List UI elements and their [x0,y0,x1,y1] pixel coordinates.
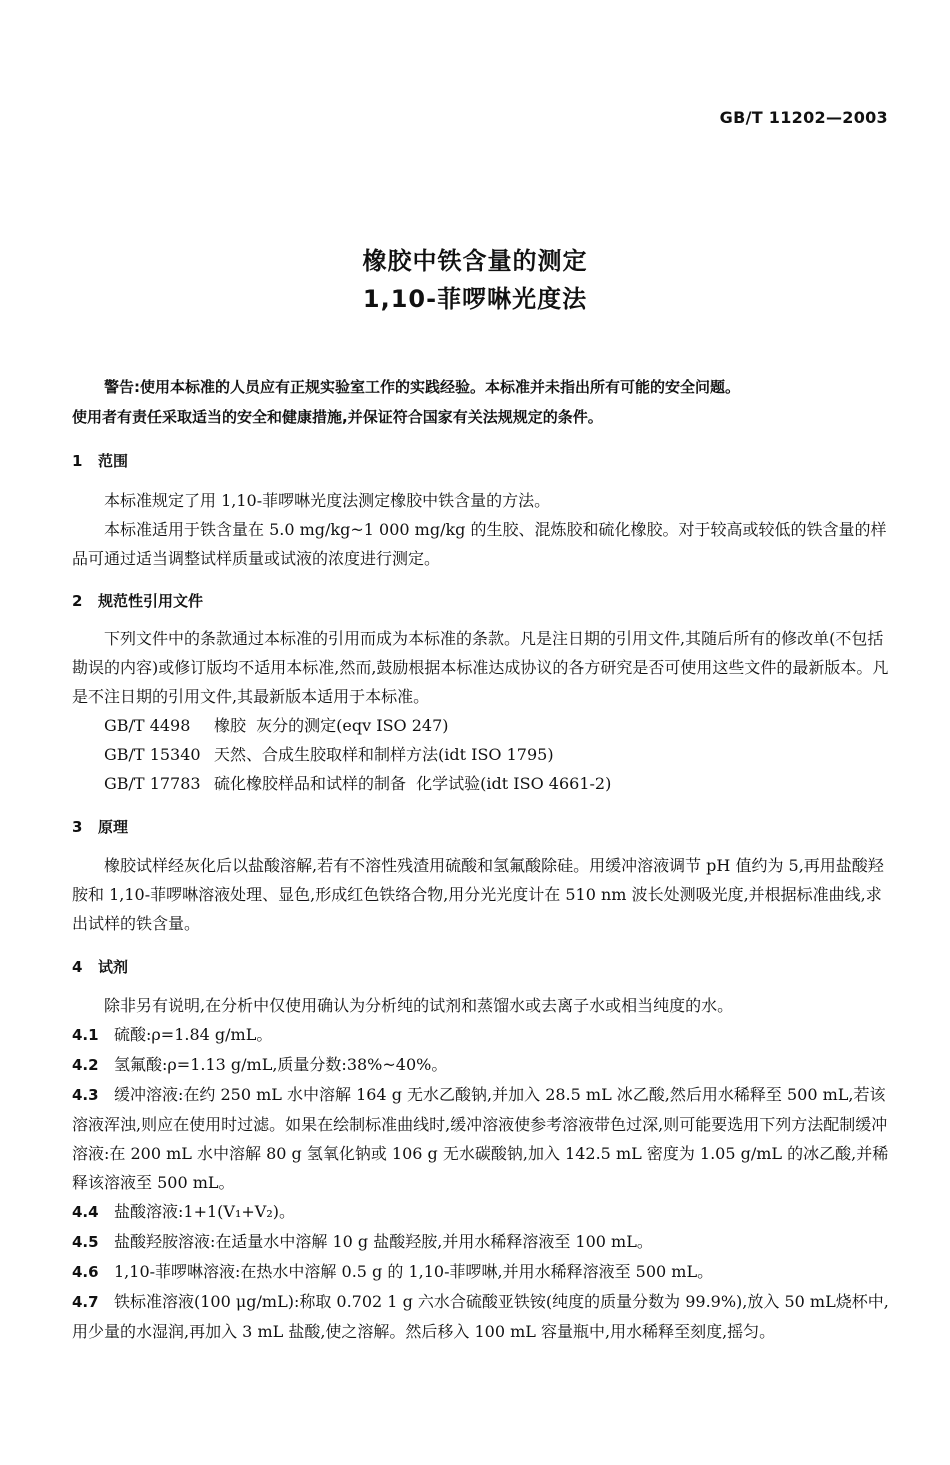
paragraph: 本标准规定了用 1,10-菲啰啉光度法测定橡胶中铁含量的方法。 [104,491,551,510]
warning-line-2: 使用者有责任采取适当的安全和健康措施,并保证符合国家有关法规规定的条件。 [72,408,603,426]
reference-code: GB/T 4498 [104,716,191,735]
warning-line-1: 警告:使用本标准的人员应有正规实验室工作的实践经验。本标准并未指出所有可能的安全问题。 [104,378,741,396]
title-line-2: 1,10-菲啰啉光度法 [362,285,588,313]
reagent-item [72,1197,892,1227]
reference-title: 硫化橡胶样品和试样的制备 化学试验(idt ISO 4661-2) [214,774,612,793]
reference-title: 天然、合成生胶取样和制样方法(idt ISO 1795) [214,745,554,764]
section-number: 3 [72,818,83,836]
reference-list [104,711,611,798]
item-number: 4.4 [72,1203,99,1221]
reference-item [104,769,611,798]
section-title: 原理 [98,818,129,836]
section-title: 范围 [98,452,129,470]
item-number: 4.3 [72,1086,99,1104]
section-heading-reagents [72,956,128,977]
reagent-item [72,1287,892,1346]
section-scope-body [72,486,892,573]
item-number: 4.1 [72,1026,99,1044]
item-number: 4.6 [72,1263,99,1281]
reagent-item [72,1257,892,1287]
section-number: 4 [72,958,83,976]
warning-notice [72,372,892,432]
item-number: 4.7 [72,1293,99,1311]
paragraph: 除非另有说明,在分析中仅使用确认为分析纯的试剂和蒸馏水或去离子水或相当纯度的水。 [104,996,734,1015]
section-principle-body [72,851,892,938]
item-text: 盐酸羟胺溶液:在适量水中溶解 10 g 盐酸羟胺,并用水稀释溶液至 100 mL。 [114,1232,653,1251]
section-title: 规范性引用文件 [98,592,204,610]
section-number: 2 [72,592,83,610]
paragraph: 橡胶试样经灰化后以盐酸溶解,若有不溶性残渣用硫酸和氢氟酸除硅。用缓冲溶液调节 pH 值约为 5,再用盐酸羟胺和 1,10-菲啰啉溶液处理、显色,形成红色铁络合物,用分光光度计在 510 nm 波长处测吸光度,并根据标准曲线,求出试样的铁含量。 [72,856,884,933]
item-number: 4.5 [72,1233,99,1251]
reagent-item [72,1050,892,1080]
item-text: 盐酸溶液:1+1(V₁+V₂)。 [114,1202,295,1221]
section-title: 试剂 [98,958,129,976]
paragraph: 本标准适用于铁含量在 5.0 mg/kg~1 000 mg/kg 的生胶、混炼胶和硫化橡胶。对于较高或较低的铁含量的样品可通过适当调整试样质量或试液的浓度进行测定。 [72,520,887,568]
section-heading-references [72,590,203,611]
item-text: 硫酸:ρ=1.84 g/mL。 [114,1025,273,1044]
item-text: 氢氟酸:ρ=1.13 g/mL,质量分数:38%~40%。 [114,1055,448,1074]
section-reagents-body [72,991,892,1346]
reference-item [104,740,611,769]
item-text: 铁标准溶液(100 μg/mL):称取 0.702 1 g 六水合硫酸亚铁铵(纯度的质量分数为 99.9%),放入 50 mL烧杯中,用少量的水湿润,再加入 3 mL 盐酸,使之溶解。然后移入 100 mL 容量瓶中,用水稀释至刻度,摇匀。 [72,1292,889,1341]
reagent-item [72,1227,892,1257]
reagent-item [72,1080,892,1197]
standard-code: GB/T 11202—2003 [719,108,888,127]
paragraph: 下列文件中的条款通过本标准的引用而成为本标准的条款。凡是注日期的引用文件,其随后所有的修改单(不包括勘误的内容)或修订版均不适用本标准,然而,鼓励根据本标准达成协议的各方研究是否可使用这些文件的最新版本。凡是不注日期的引用文件,其最新版本适用于本标准。 [72,629,889,706]
reference-code: GB/T 17783 [104,774,201,793]
item-text: 缓冲溶液:在约 250 mL 水中溶解 164 g 无水乙酸钠,并加入 28.5 mL 冰乙酸,然后用水稀释至 500 mL,若该溶液浑浊,则应在使用时过滤。如果在绘制标准曲线时,缓冲溶液使参考溶液带色过深,则可能要选用下列方法配制缓冲溶液:在 200 mL 水中溶解 80 g 氢氧化钠或 106 g 无水碳酸钠,加入 142.5 mL 密度为 1.05 g/mL 的冰乙酸,并稀释该溶液至 500 mL。 [72,1085,889,1192]
section-references-body [72,624,892,711]
section-heading-scope [72,450,128,471]
reference-item [104,711,611,740]
section-number: 1 [72,452,83,470]
item-number: 4.2 [72,1056,99,1074]
reagent-item [72,1020,892,1050]
title-line-1: 橡胶中铁含量的测定 [362,247,588,275]
item-text: 1,10-菲啰啉溶液:在热水中溶解 0.5 g 的 1,10-菲啰啉,并用水稀释溶液至 500 mL。 [114,1262,714,1281]
reference-title: 橡胶 灰分的测定(eqv ISO 247) [214,716,449,735]
section-heading-principle [72,816,128,837]
document-title [0,242,950,318]
reference-code: GB/T 15340 [104,745,201,764]
